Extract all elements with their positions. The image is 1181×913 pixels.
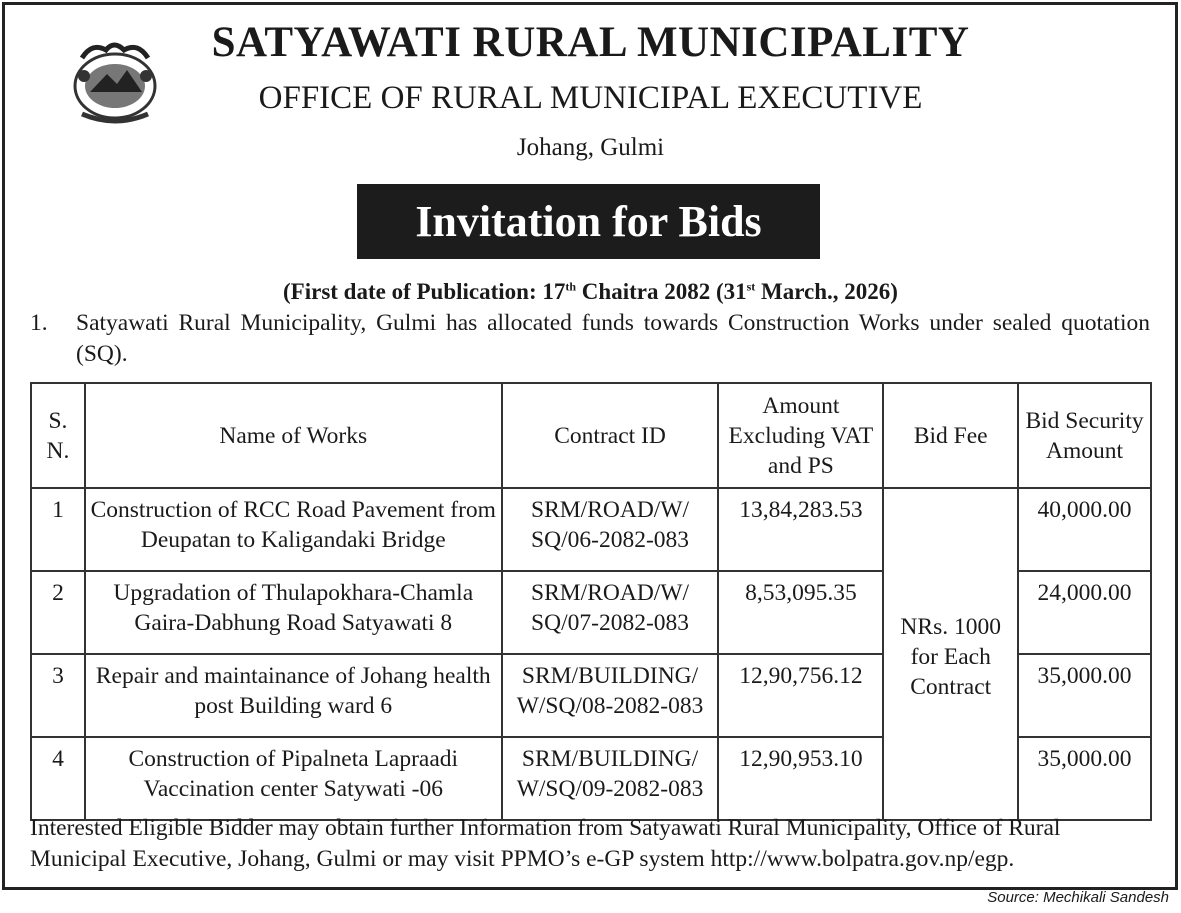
invitation-banner — [357, 184, 820, 259]
cell-amount: 13,84,283.53 — [718, 488, 883, 571]
pub-middle: Chaitra 2082 (31 — [576, 279, 747, 304]
paragraph-1 — [30, 308, 1150, 370]
cell-contract-id: SRM/ROAD/W/ SQ/06-2082-083 — [502, 488, 719, 571]
cell-amount: 8,53,095.35 — [718, 571, 883, 654]
paragraph-text: Satyawati Rural Municipality, Gulmi has allocated funds towards Construction Works under sealed quotation (SQ). — [76, 310, 1150, 367]
municipality-title: SATYAWATI RURAL MUNICIPALITY — [211, 19, 970, 66]
publication-date — [0, 279, 1181, 305]
cell-contract-id: SRM/BUILDING/ W/SQ/09-2082-083 — [502, 737, 719, 820]
cell-security: 35,000.00 — [1018, 654, 1151, 737]
cell-contract-id: SRM/ROAD/W/ SQ/07-2082-083 — [502, 571, 719, 654]
header-security: Bid Security Amount — [1018, 383, 1151, 488]
footer-info: Interested Eligible Bidder may obtain further Information from Satyawati Rural Municipality, Office of Rural Municipal Executive, Johang, Gulmi or may visit PPMO’s e-GP system http://www.bolpatra.gov.np/egp. — [30, 815, 1061, 872]
cell-amount: 12,90,756.12 — [718, 654, 883, 737]
header-amount: Amount Excluding VAT and PS — [718, 383, 883, 488]
pub-prefix: (First date of Publication: 17 — [283, 279, 566, 304]
office-subtitle: OFFICE OF RURAL MUNICIPAL EXECUTIVE — [258, 80, 923, 116]
location: Johang, Gulmi — [516, 134, 665, 161]
table-header-row — [31, 383, 1151, 488]
cell-security: 24,000.00 — [1018, 571, 1151, 654]
cell-name: Upgradation of Thulapokhara-Chamla Gaira-Dabhung Road Satyawati 8 — [85, 571, 502, 654]
source-credit: Source: Mechikali Sandesh — [987, 889, 1169, 906]
cell-name: Repair and maintainance of Johang health post Building ward 6 — [85, 654, 502, 737]
banner-text: Invitation for Bids — [415, 197, 762, 246]
cell-security: 40,000.00 — [1018, 488, 1151, 571]
header-bid-fee: Bid Fee — [883, 383, 1018, 488]
cell-sn: 3 — [31, 654, 85, 737]
pub-sup2: st — [746, 279, 756, 294]
header-contract-id: Contract ID — [502, 383, 719, 488]
cell-bid-fee: NRs. 1000 for Each Contract — [883, 488, 1018, 820]
paragraph-number: 1. — [30, 310, 48, 336]
cell-security: 35,000.00 — [1018, 737, 1151, 820]
cell-sn: 2 — [31, 571, 85, 654]
pub-sup1: th — [565, 279, 577, 294]
cell-name: Construction of RCC Road Pavement from Deupatan to Kaligandaki Bridge — [85, 488, 502, 571]
header-name: Name of Works — [85, 383, 502, 488]
cell-sn: 1 — [31, 488, 85, 571]
cell-name: Construction of Pipalneta Lapraadi Vaccination center Satywati -06 — [85, 737, 502, 820]
pub-suffix: March., 2026) — [755, 279, 898, 304]
works-table — [30, 382, 1152, 821]
table-row — [31, 488, 1151, 571]
header-sn: S. N. — [31, 383, 85, 488]
cell-sn: 4 — [31, 737, 85, 820]
cell-contract-id: SRM/BUILDING/ W/SQ/08-2082-083 — [502, 654, 719, 737]
cell-amount: 12,90,953.10 — [718, 737, 883, 820]
